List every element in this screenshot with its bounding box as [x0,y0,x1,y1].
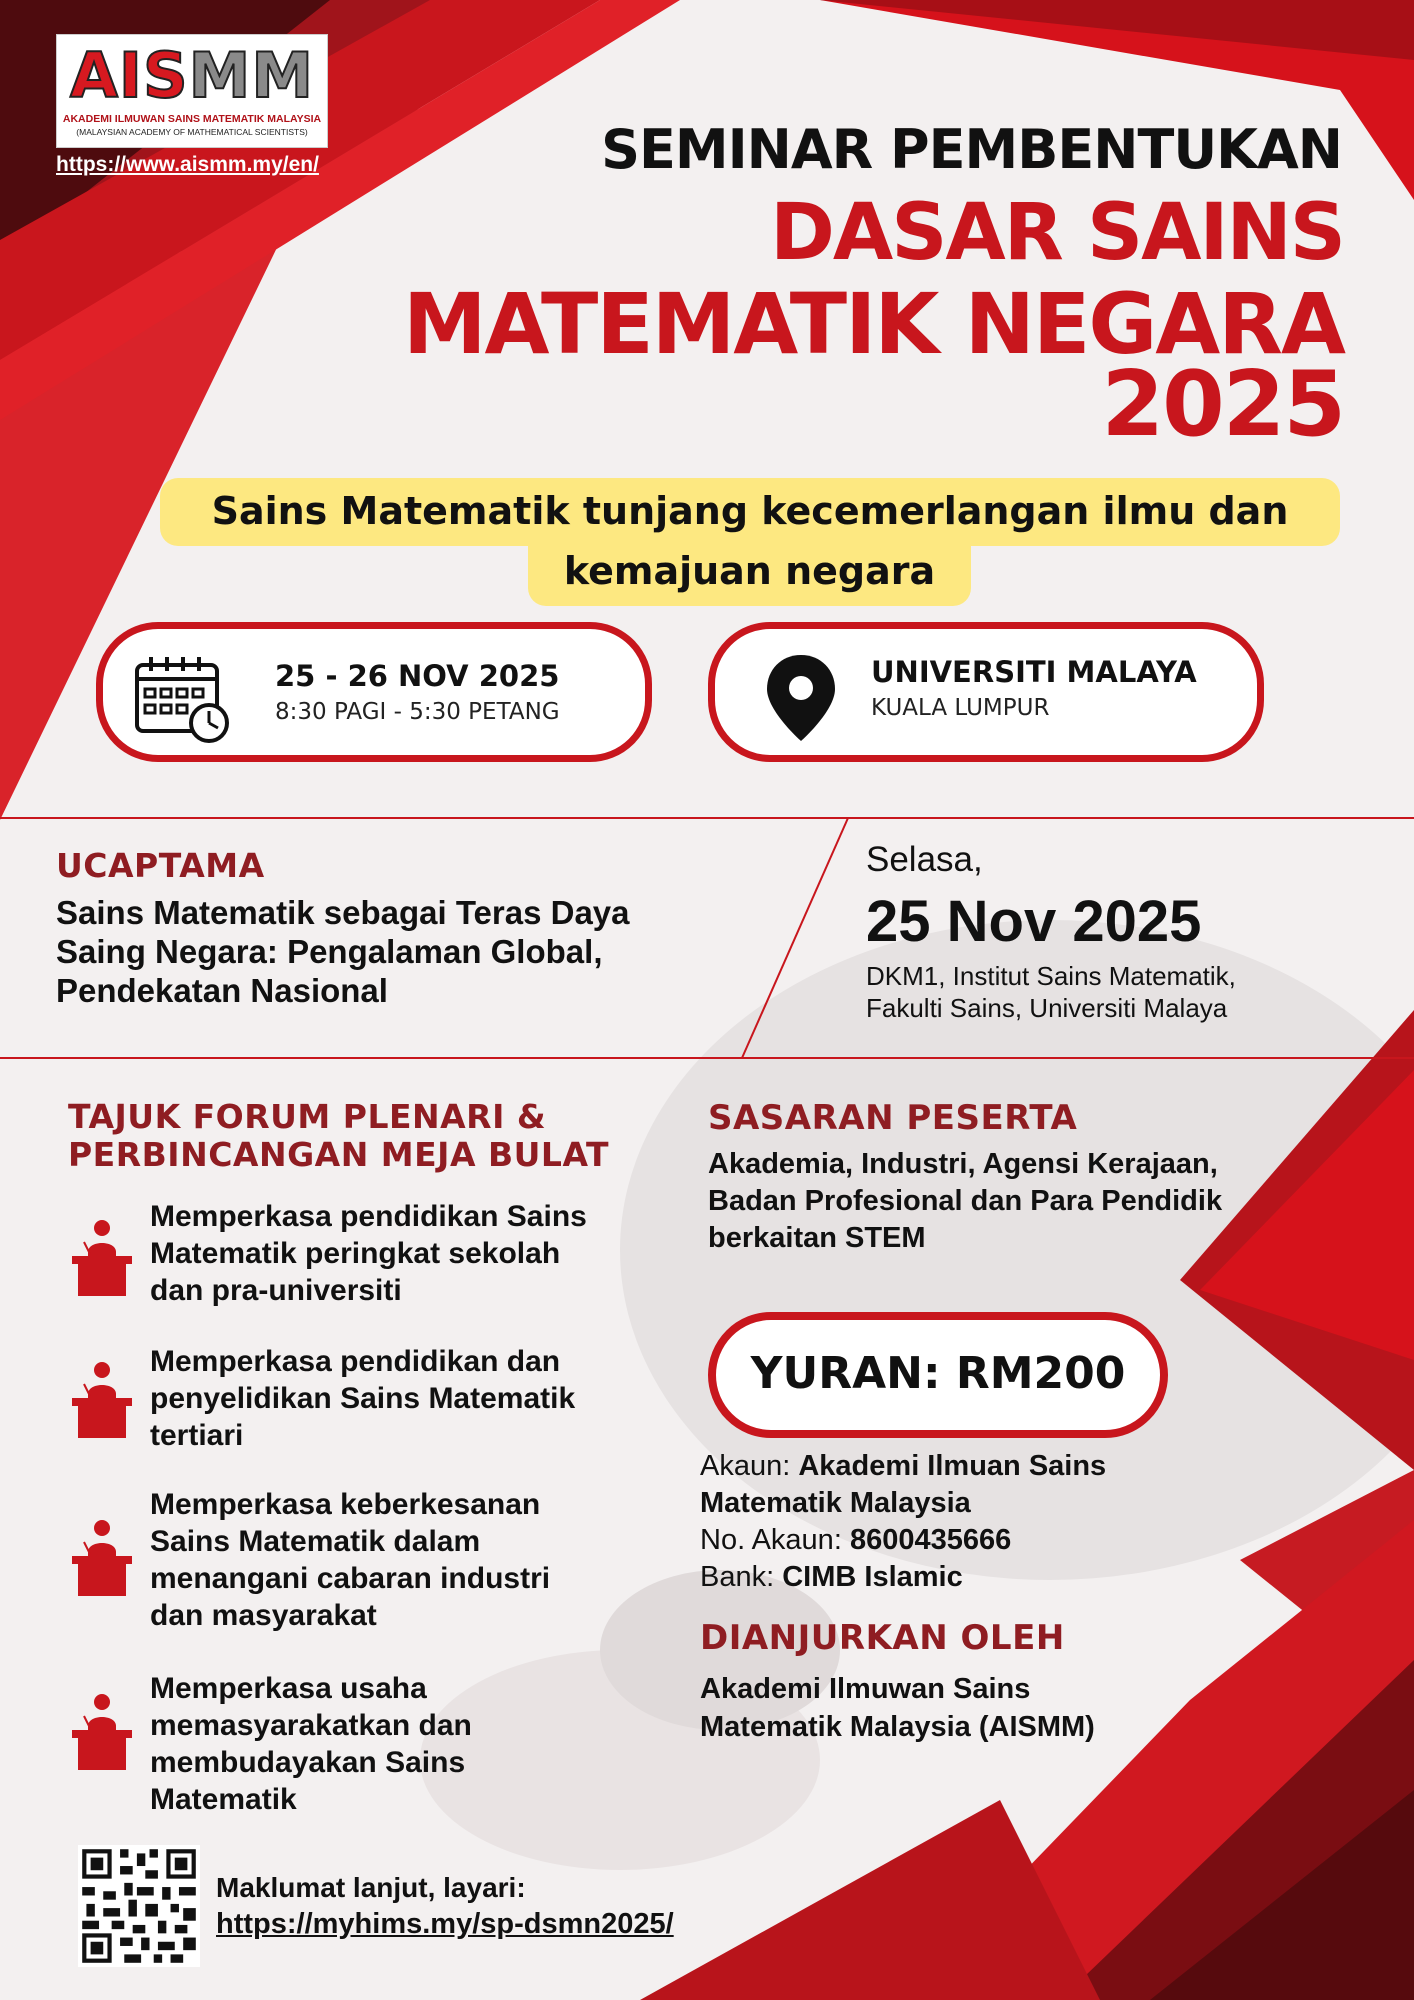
aismm-website-link[interactable]: https://www.aismm.my/en/ [56,153,319,176]
more-info-link[interactable]: https://myhims.my/sp-dsmn2025/ [216,1908,674,1940]
event-date: 25 - 26 NOV 2025 [275,659,560,693]
qr-code-icon[interactable] [78,1845,200,1967]
podium-speaker-icon [70,1692,134,1772]
podium-speaker-icon [70,1360,134,1440]
forum-topic: Memperkasa pendidikan Sains Matematik peringkat sekolah dan pra-universiti [150,1200,587,1307]
location-pin-icon [763,653,839,743]
podium-speaker-icon [70,1518,134,1598]
organizer-name: Akademi Ilmuwan Sains Matematik Malaysia (AISMM) [700,1673,1095,1743]
target-participants: Akademia, Industri, Agensi Kerajaan, Badan Profesional dan Para Pendidik berkaitan STEM [708,1148,1223,1254]
forum-heading: TAJUK FORUM PLENARI & PERBINCANGAN MEJA BULAT [68,1097,609,1174]
forum-topic: Memperkasa usaha memasyarakatkan dan membudayakan Sains Matematik [150,1672,472,1816]
logo-name-malay: AKADEMI ILMUWAN SAINS MATEMATIK MALAYSIA [62,113,322,125]
aismm-logo [56,34,328,148]
tagline-line-2: kemajuan negara [528,540,971,606]
keynote-heading: UCAPTAMA [56,846,265,885]
organizer-heading: DIANJURKAN OLEH [700,1618,1065,1658]
forum-topic: Memperkasa pendidikan dan penyelidikan Sains Matematik tertiari [150,1345,576,1452]
title-line-2: DASAR SAINS [770,188,1344,278]
title-year: 2025 [1101,352,1344,457]
logo-name-english: (MALAYSIAN ACADEMY OF MATHEMATICAL SCIENTISTS) [76,127,308,137]
podium-speaker-icon [70,1218,134,1298]
calendar-clock-icon [133,655,233,745]
event-venue: UNIVERSITI MALAYA [871,655,1197,689]
payment-account-info: Akaun: Akademi Ilmuan Sains Matematik Malaysia No. Akaun: 8600435666 Bank: CIMB Islamic [700,1450,1107,1593]
fee-badge: YURAN: RM200 [708,1312,1168,1438]
keynote-venue: DKM1, Institut Sains Matematik, Fakulti Sains, Universiti Malaya [866,961,1236,1023]
keynote-day: Selasa, [866,840,983,879]
target-heading: SASARAN PESERTA [708,1098,1078,1138]
event-city: KUALA LUMPUR [871,695,1050,721]
location-pill [708,622,1264,762]
event-time: 8:30 PAGI - 5:30 PETANG [275,699,560,725]
title-line-1: SEMINAR PEMBENTUKAN [601,118,1342,181]
tagline-line-1: Sains Matematik tunjang kecemerlangan ilmu dan [160,478,1340,546]
date-pill [96,622,652,762]
title-line-3: MATEMATIK NEGARA [402,275,1344,373]
more-info-label: Maklumat lanjut, layari: [216,1872,526,1903]
keynote-title: Sains Matematik sebagai Teras Daya Saing Negara: Pengalaman Global, Pendekatan Nasional [56,894,630,1009]
forum-topic: Memperkasa keberkesanan Sains Matematik dalam menangani cabaran industri dan masyarakat [150,1488,551,1632]
logo-wordmark: AISMM [69,39,315,112]
keynote-date: 25 Nov 2025 [866,889,1202,954]
